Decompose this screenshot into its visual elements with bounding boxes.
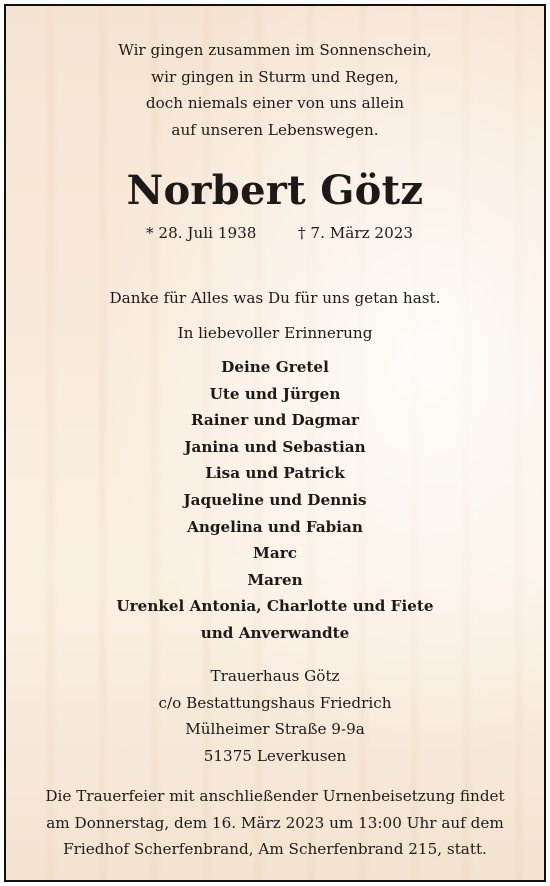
- obituary-card: [4, 4, 546, 882]
- family-member: Lisa und Patrick: [205, 464, 345, 483]
- family-member: Angelina und Fabian: [187, 517, 363, 536]
- family-member: Urenkel Antonia, Charlotte und Fiete: [116, 597, 434, 616]
- thanks-line: Danke für Alles was Du für uns getan hast.: [109, 289, 441, 307]
- funeral-line: Friedhof Scherfenbrand, Am Scherfenbrand 215, statt.: [63, 840, 487, 858]
- family-list: [6, 354, 544, 647]
- funeral-line: Die Trauerfeier mit anschließender Urnenbeisetzung findet: [45, 787, 505, 805]
- death-date: † 7. März 2023: [298, 224, 414, 242]
- family-member: Janina und Sebastian: [184, 437, 366, 456]
- family-member: Rainer und Dagmar: [190, 411, 360, 430]
- address-line: Mülheimer Straße 9-9a: [185, 720, 365, 738]
- family-member: Deine Gretel: [221, 358, 329, 376]
- address-line: c/o Bestattungshaus Friedrich: [158, 693, 392, 712]
- poem-line: doch niemals einer von uns allein: [145, 94, 405, 112]
- funeral-notice: [6, 783, 544, 863]
- poem-line: Wir gingen zusammen im Sonnenschein,: [118, 41, 432, 59]
- family-member: Ute und Jürgen: [209, 384, 341, 403]
- memory-line: In liebevoller Erinnerung: [177, 324, 373, 342]
- poem-line: auf unseren Lebenswegen.: [171, 120, 379, 139]
- deceased-name: Norbert Götz: [126, 167, 424, 214]
- family-member: Jaqueline und Dennis: [183, 490, 367, 509]
- address-line: 51375 Leverkusen: [203, 746, 347, 765]
- family-member: Marc: [253, 544, 297, 563]
- family-member: und Anverwandte: [200, 623, 350, 642]
- poem-line: wir gingen in Sturm und Regen,: [151, 67, 399, 86]
- family-member: Maren: [247, 570, 303, 589]
- mourning-address: [6, 663, 544, 769]
- address-line: Trauerhaus Götz: [210, 667, 340, 685]
- poem: [6, 37, 544, 143]
- birth-date: * 28. Juli 1938: [146, 224, 257, 242]
- funeral-line: am Donnerstag, dem 16. März 2023 um 13:00 Uhr auf dem: [46, 813, 504, 832]
